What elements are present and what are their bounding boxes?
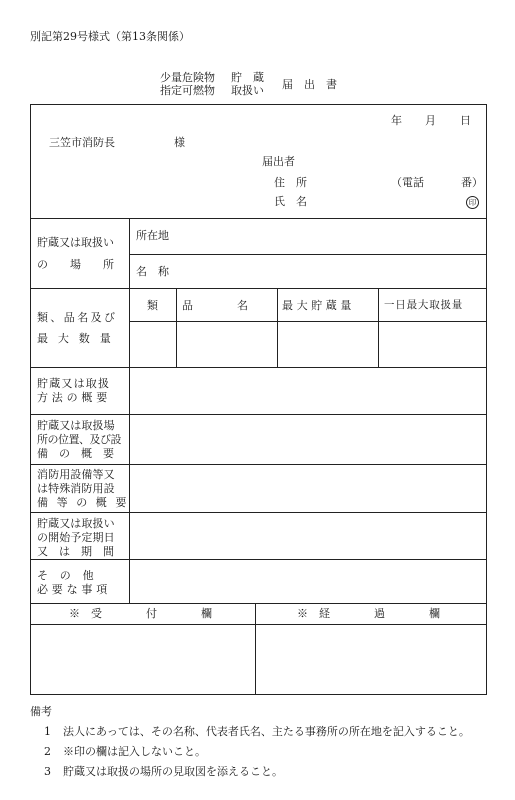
fire-label-line2: は特殊消防用設 xyxy=(37,482,115,495)
phone-label: （電話 xyxy=(391,176,424,189)
location-label-line1: 貯蔵又は取扱い xyxy=(37,236,114,249)
location-label-line2: の 場 所 xyxy=(37,258,114,271)
title-main: 届 出 書 xyxy=(282,78,337,91)
method-label-line2: 方法の概要 xyxy=(37,391,111,404)
reception-column-header: ※ 受 付 欄 xyxy=(69,607,212,620)
location-address-field: 所在地 xyxy=(136,229,169,242)
note-text-2: ※印の欄は記入しないこと。 xyxy=(63,745,206,758)
progress-column-header: ※ 経 過 欄 xyxy=(297,607,440,620)
submitter-label: 届出者 xyxy=(262,155,295,168)
date-day-label: 日 xyxy=(460,114,471,127)
method-label-line1: 貯蔵又は取扱 xyxy=(37,377,111,390)
facility-label-line3: 備 の 概 要 xyxy=(37,447,114,460)
quantity-label-line1: 類、品名及び xyxy=(37,311,118,324)
date-month-label: 月 xyxy=(425,114,436,127)
name-label: 氏 名 xyxy=(274,195,307,208)
notes-heading: 備考 xyxy=(30,705,52,718)
location-name-field: 名 称 xyxy=(136,265,169,278)
recipient-name: 三笠市消防長 xyxy=(49,136,115,149)
note-text-3: 貯蔵又は取扱の場所の見取図を添えること。 xyxy=(63,765,283,778)
form-identifier: 別記第29号様式（第13条関係） xyxy=(30,30,190,43)
period-label-line2: の開始予定期日 xyxy=(37,531,115,544)
fire-label-line1: 消防用設備等又 xyxy=(37,468,115,481)
column-max-storage-header: 最大貯蔵量 xyxy=(282,299,355,312)
title-verb-2: 取扱い xyxy=(231,84,264,97)
period-label-line1: 貯蔵又は取扱い xyxy=(37,517,115,530)
address-label: 住 所 xyxy=(274,176,307,189)
facility-label-line1: 貯蔵又は取扱場 xyxy=(37,419,115,432)
column-daily-max-header: 一日最大取扱量 xyxy=(384,299,464,311)
note-text-1: 法人にあっては、その名称、代表者氏名、主たる事務所の所在地を記入すること。 xyxy=(63,725,470,738)
note-number-2: 2 xyxy=(44,745,51,758)
date-year-label: 年 xyxy=(391,114,402,127)
note-number-3: 3 xyxy=(44,765,51,778)
title-category-2: 指定可燃物 xyxy=(160,84,215,97)
period-label-line3: 又 は 期 間 xyxy=(37,545,114,558)
column-class-header: 類 xyxy=(147,299,158,312)
title-category-1: 少量危険物 xyxy=(160,71,215,84)
quantity-label-line2: 最 大 数 量 xyxy=(37,332,114,345)
recipient-honorific: 様 xyxy=(174,136,185,149)
fire-label-line3: 備 等 の 概 要 xyxy=(37,496,126,509)
phone-ban-label: 番） xyxy=(461,176,483,189)
other-label-line1: そ の 他 xyxy=(37,569,94,582)
seal-mark-icon: 印 xyxy=(466,196,479,209)
note-number-1: 1 xyxy=(44,725,51,738)
facility-label-line2: 所の位置、及び設 xyxy=(37,433,121,446)
column-product-header: 品 名 xyxy=(182,299,248,312)
title-verb-1: 貯 蔵 xyxy=(231,71,264,84)
other-label-line2: 必要な事項 xyxy=(37,583,111,596)
